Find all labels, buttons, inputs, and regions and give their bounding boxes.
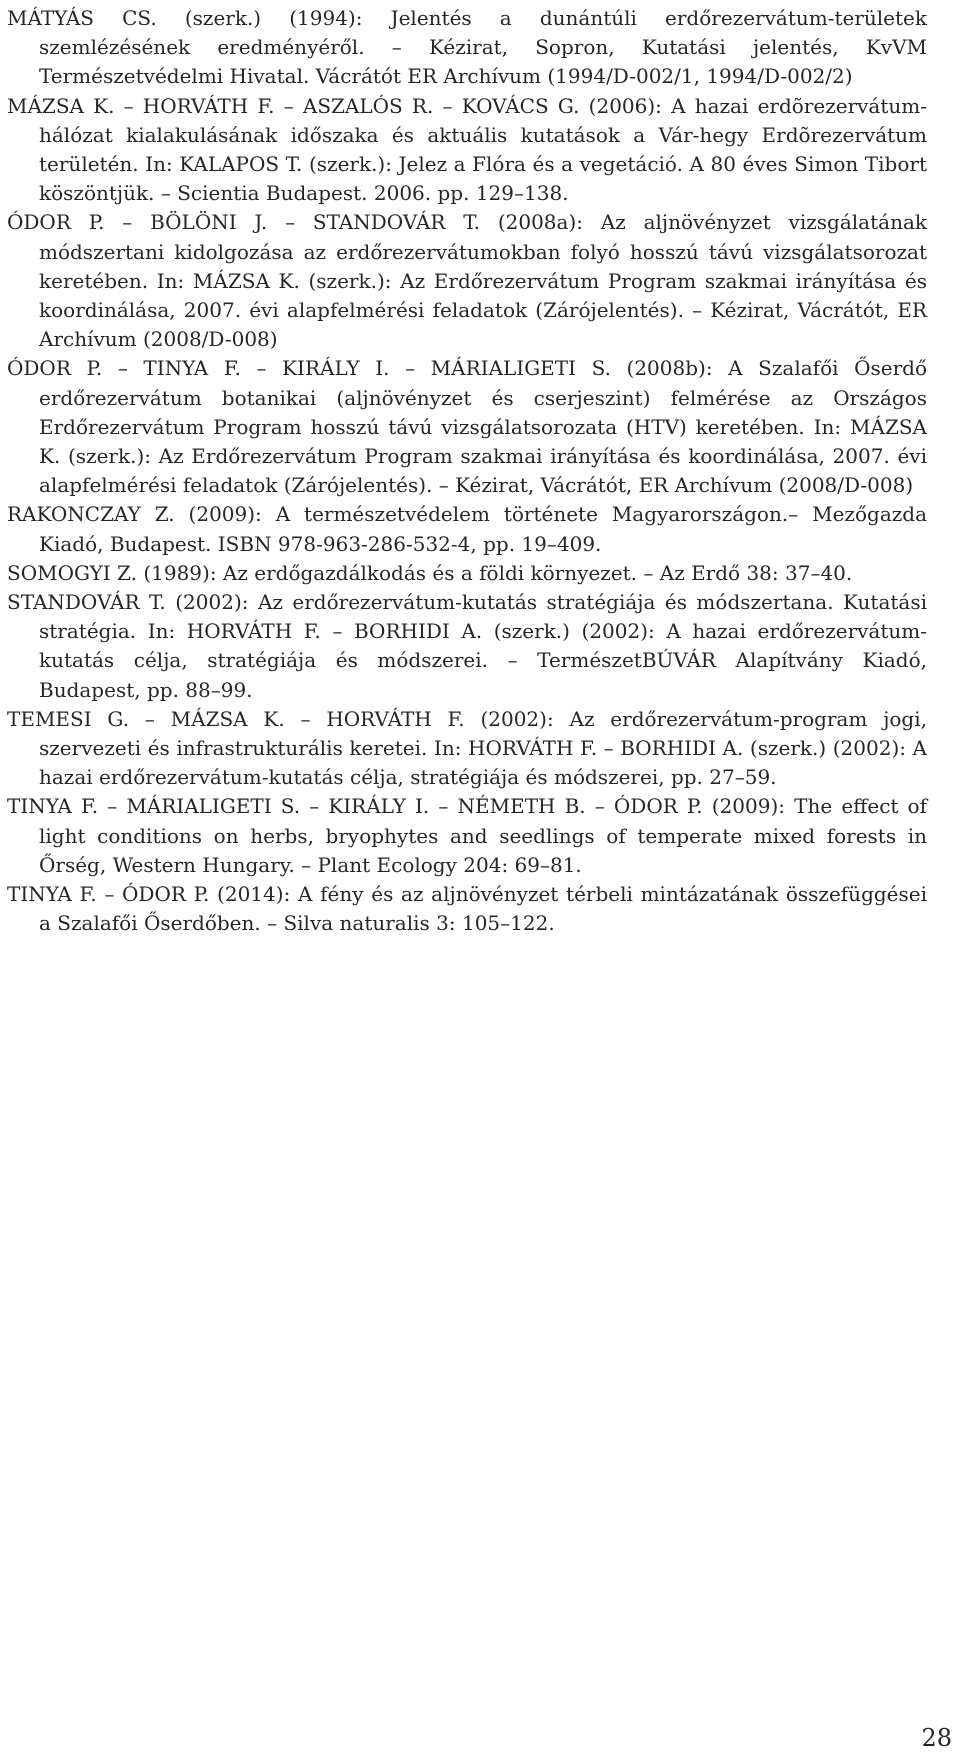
reference-list bbox=[7, 4, 927, 939]
reference-entry: TEMESI G. – MÁZSA K. – HORVÁTH F. (2002): Az erdőrezervátum-program jogi, szervezeti és infrastrukturális keretei. In: HORVÁTH F. – BORHIDI A. (szerk.) (2002): A hazai erdőrezervátum-kutatás célja, stratégiája és módszerei, pp. 27–59. bbox=[7, 706, 927, 790]
reference-entry: STANDOVÁR T. (2002): Az erdőrezervátum-kutatás stratégiája és módszertana. Kutatási stratégia. In: HORVÁTH F. – BORHIDI A. (szerk.) (2002): A hazai erdőrezervátum-kutatás célja, stratégiája és módszerei. – TermészetBÚVÁR Alapítvány Kiadó, Budapest, pp. 88–99. bbox=[7, 590, 927, 702]
page-number: 28 bbox=[921, 1724, 952, 1752]
reference-entry: MÁTYÁS CS. (szerk.) (1994): Jelentés a dunántúli erdőrezervátum-területek szemlézésének eredményéről. – Kézirat, Sopron, Kutatási jelentés, KvVM Természetvédelmi Hivatal. Vácrátót ER Archívum (1994/D-002/1, 1994/D-002/2) bbox=[7, 6, 927, 89]
reference-entry: TINYA F. – MÁRIALIGETI S. – KIRÁLY I. – NÉMETH B. – ÓDOR P. (2009): The effect of light conditions on herbs, bryophytes and seedlings of temperate mixed forests in Őrség, Western Hungary. – Plant Ecology 204: 69–81. bbox=[7, 794, 927, 877]
reference-entry: MÁZSA K. – HORVÁTH F. – ASZALÓS R. – KOVÁCS G. (2006): A hazai erdõrezervátum-hálózat kialakulásának időszaka és aktuális kutatások a Vár-hegy Erdõrezervátum területén. In: KALAPOS T. (szerk.): Jelez a Flóra és a vegetáció. A 80 éves Simon Tibort köszöntjük. – Scientia Budapest. 2006. pp. 129–138. bbox=[7, 93, 927, 206]
reference-entry: SOMOGYI Z. (1989): Az erdőgazdálkodás és a földi környezet. – Az Erdő 38: 37–40. bbox=[7, 560, 853, 585]
reference-entry: TINYA F. – ÓDOR P. (2014): A fény és az aljnövényzet térbeli mintázatának összefüggései a Szalafői Őserdőben. – Silva naturalis 3: 105–122. bbox=[7, 882, 927, 936]
reference-entry: RAKONCZAY Z. (2009): A természetvédelem története Magyarországon.– Mezőgazda Kiadó, Budapest. ISBN 978-963-286-532-4, pp. 19–409. bbox=[7, 502, 927, 556]
reference-entry: ÓDOR P. – BÖLÖNI J. – STANDOVÁR T. (2008a): Az aljnövényzet vizsgálatának módszertani kidolgozása az erdőrezervátumokban folyó hosszú távú vizsgálatsorozat keretében. In: MÁZSA K. (szerk.): Az Erdőrezervátum Program szakmai irányítása és koordinálása, 2007. évi alapfelmérési feladatok (Zárójelentés). – Kézirat, Vácrátót, ER Archívum (2008/D-008) bbox=[7, 210, 927, 352]
reference-entry: ÓDOR P. – TINYA F. – KIRÁLY I. – MÁRIALIGETI S. (2008b): A Szalafői Őserdő erdőrezervátum botanikai (aljnövényzet és cserjeszint) felmérése az Országos Erdőrezervátum Program hosszú távú vizsgálatsorozata (HTV) keretében. In: MÁZSA K. (szerk.): Az Erdőrezervátum Program szakmai irányítása és koordinálása, 2007. évi alapfelmérési feladatok (Zárójelentés). – Kézirat, Vácrátót, ER Archívum (2008/D-008) bbox=[7, 356, 927, 498]
